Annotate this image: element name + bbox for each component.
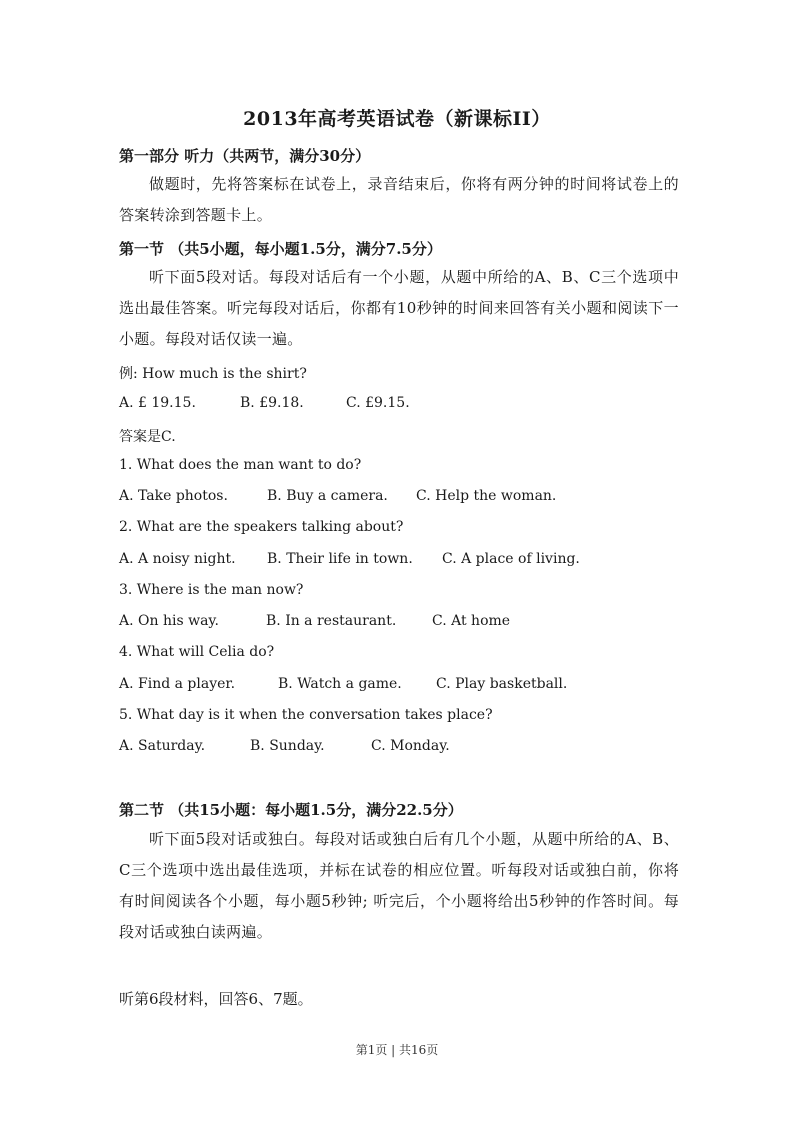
question-4-option-b: B. Watch a game. xyxy=(278,676,402,692)
question-2: 2. What are the speakers talking about? xyxy=(119,519,404,535)
example-option-b: B. £9.18. xyxy=(240,395,304,411)
question-3-option-b: B. In a restaurant. xyxy=(266,613,397,629)
question-2-option-a: A. A noisy night. xyxy=(119,551,236,567)
question-3-option-c: C. At home xyxy=(432,613,511,629)
section1-intro: 听下面5段对话。每段对话后有一个小题，从题中所给的A、B、C三个选项中选出最佳答案。听完每段对话后，你都有10秒钟的时间来回答有关小题和阅读下一小题。每段对话仅读一遍。 xyxy=(119,268,679,348)
question-3: 3. Where is the man now? xyxy=(119,582,304,598)
question-4-option-c: C. Play basketball. xyxy=(436,676,568,692)
question-3-option-a: A. On his way. xyxy=(119,613,219,629)
part1-heading: 第一部分 听力（共两节，满分30分） xyxy=(119,147,371,165)
question-4-option-a: A. Find a player. xyxy=(119,676,236,692)
example-question: 例: How much is the shirt? xyxy=(119,366,307,382)
material-6-instruction: 听第6段材料，回答6、7题。 xyxy=(119,990,313,1008)
example-option-c: C. £9.15. xyxy=(346,395,410,411)
part1-intro: 做题时，先将答案标在试卷上，录音结束后，你将有两分钟的时间将试卷上的答案转涂到答题卡上。 xyxy=(119,175,679,224)
question-5: 5. What day is it when the conversation takes place? xyxy=(119,707,493,723)
page-title: 2013年高考英语试卷（新课标II） xyxy=(243,108,551,130)
question-2-option-c: C. A place of living. xyxy=(442,551,580,567)
section2-intro: 听下面5段对话或独白。每段对话或独白后有几个小题，从题中所给的A、B、C三个选项中选出最佳选项，并标在试卷的相应位置。听每段对话或独白前，你将有时间阅读各个小题，每小题5秒钟; 听完后，个小题将给出5秒钟的作答时间。每段对话或独白读两遍。 xyxy=(119,830,679,941)
question-5-option-b: B. Sunday. xyxy=(250,738,325,754)
question-5-option-c: C. Monday. xyxy=(371,738,450,754)
question-4: 4. What will Celia do? xyxy=(119,644,275,660)
question-1-option-a: A. Take photos. xyxy=(119,488,228,504)
question-5-option-a: A. Saturday. xyxy=(119,738,206,754)
example-option-a: A. £ 19.15. xyxy=(119,395,196,411)
question-2-option-b: B. Their life in town. xyxy=(267,551,413,567)
section2-heading: 第二节 （共15小题：每小题1.5分，满分22.5分） xyxy=(119,801,463,819)
question-1: 1. What does the man want to do? xyxy=(119,457,362,473)
question-1-option-b: B. Buy a camera. xyxy=(267,488,388,504)
example-answer: 答案是C. xyxy=(119,429,176,445)
question-1-option-c: C. Help the woman. xyxy=(416,488,557,504)
section1-heading: 第一节 （共5小题，每小题1.5分，满分7.5分） xyxy=(119,240,442,258)
page-footer: 第1页 | 共16页 xyxy=(355,1043,439,1057)
